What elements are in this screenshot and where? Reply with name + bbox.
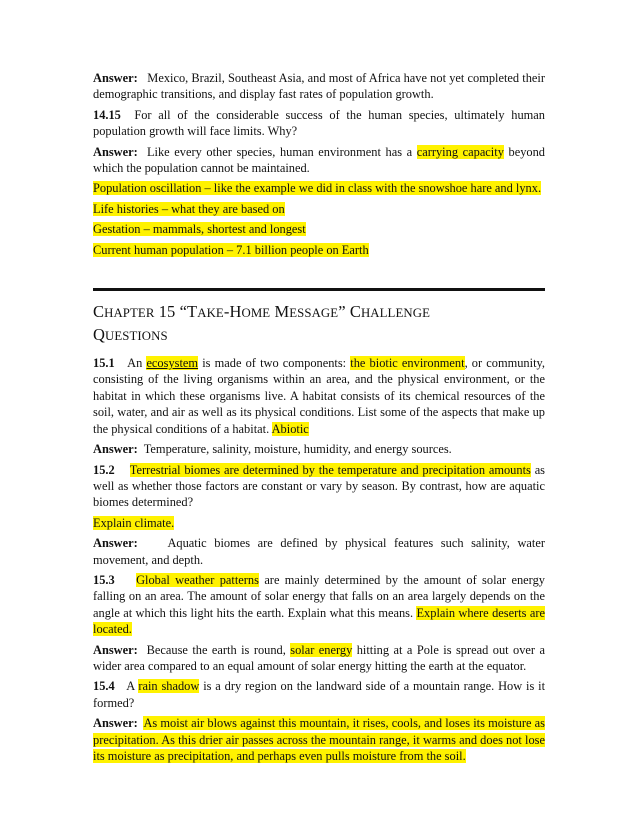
question-15-4: 15.4 A rain shadow is a dry region on the landward side of a mountain range. How is it formed? <box>93 679 546 710</box>
note-line <box>93 515 545 531</box>
section-divider <box>93 288 545 291</box>
question-number: 15.4 <box>93 679 115 694</box>
highlight: carrying capacity <box>416 144 504 159</box>
answer-paragraph <box>93 144 545 177</box>
answer-text: Temperature, salinity, moisture, humidity, and energy sources. <box>143 442 452 457</box>
answer-label: Answer: <box>93 144 138 159</box>
question-number: 14.15 <box>93 107 121 122</box>
note-text: Gestation – mammals, shortest and longest <box>93 222 306 237</box>
question-text: For all of the considerable success of the human species, ultimately human population growth will face limits. Why? <box>93 107 545 139</box>
note-text: Life histories – what they are based on <box>93 201 285 216</box>
answer-paragraph <box>93 715 545 764</box>
answer-paragraph <box>93 535 545 568</box>
answer-label: Answer: <box>93 442 138 457</box>
answer-label: Answer: <box>93 71 138 85</box>
document-page <box>93 70 545 768</box>
highlight: As moist air blows against this mountain, it rises, cools, and loses its moisture as precipitation. As this drier air passes across the mountain range, it warms and does not lose its moisture as precipitation, and perhaps even pulls moisture from the soil. <box>93 716 545 763</box>
note-text: Population oscillation – like the example we did in class with the snowshoe hare and lynx. <box>93 181 542 196</box>
note-line <box>93 201 545 217</box>
highlight: rain shadow <box>138 679 200 694</box>
answer-text: Mexico, Brazil, Southeast Asia, and most of Africa have not yet completed their demographic transitions, and display fast rates of population growth. <box>93 71 546 102</box>
note-text: Current human population – 7.1 billion people on Earth <box>93 242 369 257</box>
highlight: solar energy <box>290 642 353 657</box>
note-line <box>93 180 545 196</box>
highlight: Abiotic <box>271 421 309 436</box>
answer-paragraph <box>93 70 545 103</box>
highlight: Global weather patterns <box>136 572 259 587</box>
highlight: Explain where deserts are located. <box>93 605 545 637</box>
chapter-heading: CHAPTER 15 “TAKE-HOME MESSAGE” CHALLENGE QUESTIONS <box>93 302 430 345</box>
answer-paragraph <box>93 441 545 457</box>
question-14-15 <box>93 107 545 140</box>
highlight: Terrestrial biomes are determined by the temperature and precipitation amounts <box>129 462 531 477</box>
highlight: ecosystem <box>146 356 199 371</box>
note-line <box>93 221 545 237</box>
question-15-1: 15.1 An ecosystem is made of two components: the biotic environment, or community, consisting of the living organisms within an area, and the physical environment, or the habitat in which these organisms live. A habitat consists of its chemical resources of the soil, water, and air as well as its physical conditions. List some of the aspects that make up the physical conditions of a habitat. Abiotic <box>93 356 546 436</box>
question-15-3: 15.3 Global weather patterns are mainly determined by the amount of solar energy falling on an area. The amount of solar energy that falls on an area largely depends on the angle at which this light hits the earth. Explain what this means. Explain where deserts are located. <box>93 572 545 637</box>
question-number: 15.3 <box>93 572 115 587</box>
question-number: 15.2 <box>93 462 115 477</box>
answer-text: beyond which the population cannot be maintained. <box>93 144 545 176</box>
answer-label: Answer: <box>93 716 138 731</box>
note-text: Explain climate. <box>93 515 175 530</box>
answer-paragraph: Answer: Because the earth is round, solar energy hitting at a Pole is spread out over a wider area compared to an equal amount of solar energy hitting the earth at the equator. <box>93 642 545 673</box>
question-number: 15.1 <box>93 356 115 371</box>
answer-label: Answer: <box>93 642 138 657</box>
note-line <box>93 242 545 258</box>
answer-label: Answer: <box>93 536 138 551</box>
highlight: the biotic environment <box>350 356 465 371</box>
answer-text: Like every other species, human environment has a <box>146 144 413 159</box>
answer-text: Aquatic biomes are defined by physical features such salinity, water movement, and depth. <box>93 536 545 567</box>
question-15-2: 15.2 Terrestrial biomes are determined by the temperature and precipitation amounts as well as whether those factors are constant or vary by season. By contrast, how are aquatic biomes determined? <box>93 462 546 510</box>
